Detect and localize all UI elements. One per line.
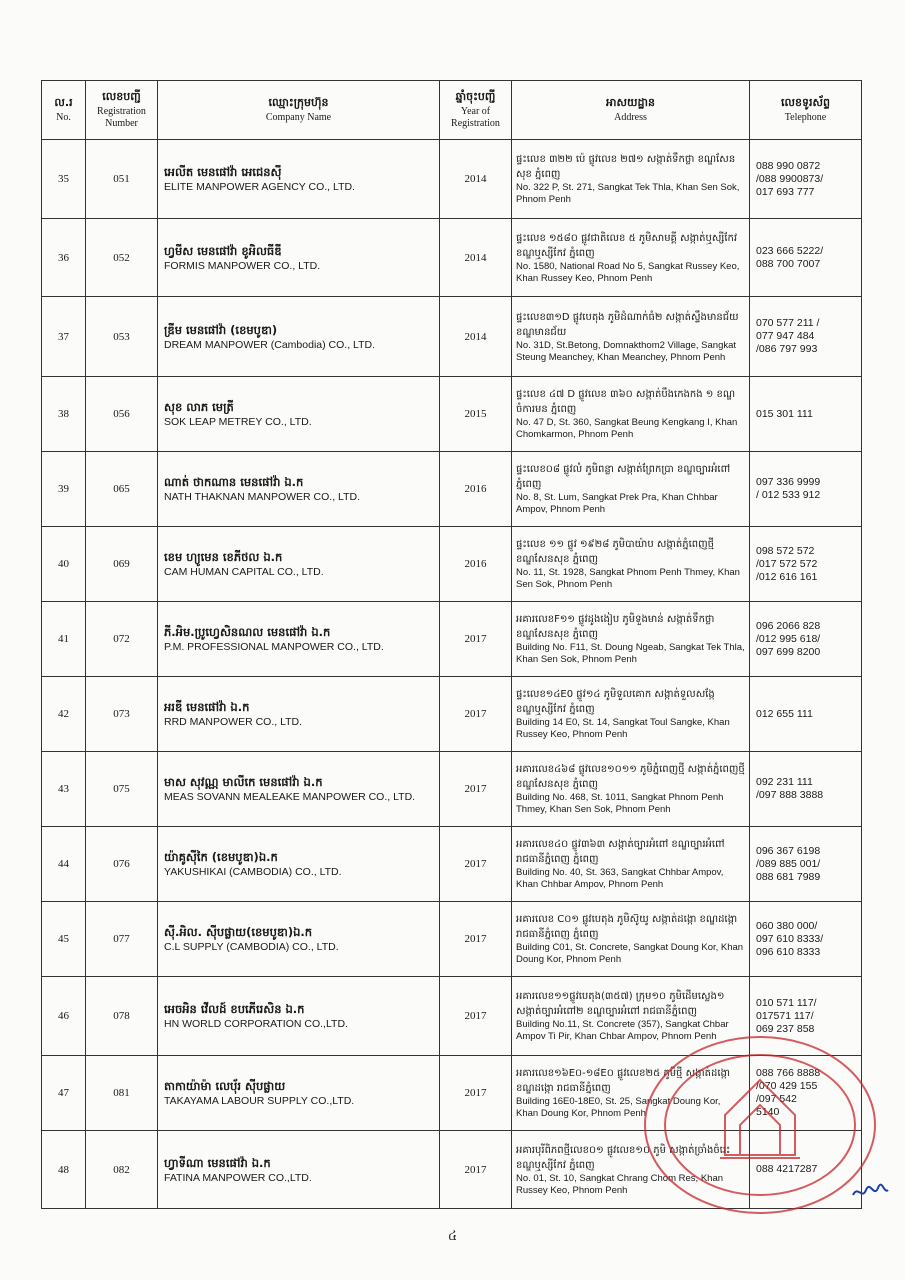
row-number: 36: [42, 219, 86, 297]
address-cell: [512, 297, 750, 377]
signature-stroke: [853, 1185, 888, 1195]
table-row: [42, 977, 862, 1056]
address-kh: ផ្ទះលេខ ១៥៨០ ផ្លូវជាតិលេខ ៥ ភូមិសាមគ្គី សង្កាត់ឬស្សីកែវ ខណ្ឌឬស្សីកែវ ភ្នំពេញ: [516, 232, 738, 259]
address-en: No. 1580, National Road No 5, Sangkat Russey Keo, Khan Russey Keo, Phnom Penh: [516, 260, 740, 284]
registration-number: 051: [86, 140, 158, 219]
address-kh: ផ្ទះលេខ០៨ ផ្លូវលំ ភូមិពន្លា សង្កាត់ព្រែកប្រា ខណ្ឌច្បារអំពៅ ភ្នំពេញ: [516, 464, 731, 490]
company-name-en: RRD MANPOWER CO., LTD.: [164, 716, 303, 728]
header-reg-en: Registration Number: [97, 106, 146, 129]
row-number: 42: [42, 677, 86, 752]
company-name-en: YAKUSHIKAI (CAMBODIA) CO., LTD.: [164, 866, 342, 878]
table-row: [42, 827, 862, 902]
company-name-kh: អេចអិន វើលដ៍ ខបភើរេសិន ឯ.ក: [164, 1002, 305, 1016]
company-name-kh: មាស សុវណ្ណ មាលីកេ មេនផៅវ៉ា ឯ.ក: [164, 775, 323, 789]
address-en: Building No. F11, St. Doung Ngeab, Sangkat Tek Thla, Khan Sen Sok, Phnom Penh: [516, 642, 745, 665]
registration-number: 077: [86, 902, 158, 977]
company-name-kh: ស៊ី.អិល. ស៊ីបផ្លាយ(ខេមបូឌា)ឯ.ក: [164, 925, 313, 939]
registration-number: 072: [86, 602, 158, 677]
telephone: 096 367 6198 /089 885 001/ 088 681 7989: [750, 827, 862, 902]
registration-year: 2014: [440, 140, 512, 219]
company-name-cell: [158, 902, 440, 977]
company-name-cell: [158, 219, 440, 297]
registration-year: 2016: [440, 527, 512, 602]
registration-year: 2017: [440, 602, 512, 677]
telephone: 098 572 572 /017 572 572 /012 616 161: [750, 527, 862, 602]
company-name-kh: សុខ លាភ មេត្រី: [164, 400, 234, 414]
address-kh: ផ្ទះលេខ១៤E0 ផ្លូវ១៤ ភូមិទួលគោក សង្កាត់ទួលសង្កែ ខណ្ឌឬស្សីកែវ ភ្នំពេញ: [516, 689, 715, 715]
table-row: [42, 602, 862, 677]
header-name-kh: ឈ្មោះក្រុមហ៊ុន: [268, 96, 329, 109]
header-year: [440, 81, 512, 140]
row-number: 38: [42, 377, 86, 452]
address-en: Building No. 468, St. 1011, Sangkat Phnom Penh Thmey, Khan Sen Sok, Phnom Penh: [516, 792, 724, 815]
header-addr-en: Address: [614, 112, 647, 123]
company-name-cell: [158, 1056, 440, 1131]
registration-year: 2017: [440, 827, 512, 902]
company-name-en: SOK LEAP METREY CO., LTD.: [164, 416, 312, 428]
company-name-cell: [158, 977, 440, 1056]
address-cell: [512, 377, 750, 452]
registration-number: 052: [86, 219, 158, 297]
telephone: 088 766 8888 /070 429 155 /097 542 5140: [750, 1056, 862, 1131]
row-number: 35: [42, 140, 86, 219]
company-name-kh: យ៉ាគូស៊ីកៃ (ខេមបូឌា)ឯ.ក: [164, 850, 278, 864]
company-name-en: NATH THAKNAN MANPOWER CO., LTD.: [164, 491, 361, 503]
company-name-en: TAKAYAMA LABOUR SUPPLY CO.,LTD.: [164, 1095, 355, 1107]
table-body: [42, 140, 862, 1209]
table-header: [42, 81, 862, 140]
address-kh: ផ្ទះលេខ៣១D ផ្លូវបេតុង ភូមិដំណាក់ធំ២ សង្កាត់ស្ទឹងមានជ័យ ខណ្ឌមានជ័យ: [516, 311, 739, 338]
table-row: [42, 219, 862, 297]
telephone: 097 336 9999 / 012 533 912: [750, 452, 862, 527]
address-kh: អគារបុរីពិភពថ្មីលេខ០១ ផ្លូវលេខ១០ ភូមិ សង្កាត់ច្រាំងចំរេះ ខណ្ឌឬស្សីកែវ ភ្នំពេញ: [516, 1144, 731, 1171]
registration-number: 081: [86, 1056, 158, 1131]
address-en: Building C01, St. Concrete, Sangkat Doung Kor, Khan Doung Kor, Phnom Penh: [516, 942, 744, 965]
address-en: No. 8, St. Lum, Sangkat Prek Pra, Khan Chhbar Ampov, Phnom Penh: [516, 492, 718, 515]
telephone: 015 301 111: [750, 377, 862, 452]
address-kh: អគារលេខ C០១ ផ្លូវបេតុង ភូមិស៊ូយូ សង្កាត់ដង្កោ ខណ្ឌដង្កោ រាជធានីភ្នំពេញ ភ្នំពេញ: [516, 914, 738, 940]
header-addr-kh: អាសយដ្ឋាន: [606, 96, 655, 109]
address-en: No. 31D, St.Betong, Domnakthom2 Village, Sangkat Steung Meanchey, Khan Meanchey, Phnom Penh: [516, 339, 737, 363]
registration-number: 056: [86, 377, 158, 452]
signature: [850, 1180, 890, 1202]
company-name-en: ELITE MANPOWER AGENCY CO., LTD.: [164, 181, 355, 193]
header-registration: [86, 81, 158, 140]
address-en: Building 14 E0, St. 14, Sangkat Toul Sangke, Khan Russey Keo, Phnom Penh: [516, 717, 730, 740]
address-en: No. 01, St. 10, Sangkat Chrang Chom Res, Khan Russey Keo, Phnom Penh: [516, 1172, 724, 1196]
table-row: [42, 752, 862, 827]
registration-year: 2017: [440, 977, 512, 1056]
telephone: 088 4217287: [750, 1131, 862, 1209]
registration-number: 082: [86, 1131, 158, 1209]
table-row: [42, 452, 862, 527]
address-cell: [512, 977, 750, 1056]
registration-year: 2016: [440, 452, 512, 527]
header-company: [158, 81, 440, 140]
address-kh: អគារលេខ៤៦៨ ផ្លូវលេខ១០១១ ភូមិភ្នំពេញថ្មី សង្កាត់ភ្នំពេញថ្មី ខណ្ឌសែនសុខ ភ្នំពេញ: [516, 764, 745, 790]
registry-table: [41, 80, 862, 1209]
table-row: [42, 1056, 862, 1131]
company-name-en: FORMIS MANPOWER CO., LTD.: [164, 259, 321, 272]
address-en: No. 322 P, St. 271, Sangkat Tek Thla, Khan Sen Sok, Phnom Penh: [516, 182, 740, 205]
company-name-cell: [158, 677, 440, 752]
header-tel-kh: លេខទូរស័ព្ទ: [781, 96, 830, 109]
address-kh: អគារលេខ៤០ ផ្លូវ៣៦៣ សង្កាត់ច្បារអំពៅ ខណ្ឌច្បារអំពៅ រាជធានីភ្នំពេញ ភ្នំពេញ: [516, 839, 725, 865]
address-cell: [512, 452, 750, 527]
company-name-kh: ខេម ហ្យូមេន ខេភីថល ឯ.ក: [164, 550, 283, 564]
telephone: 096 2066 828 /012 995 618/ 097 699 8200: [750, 602, 862, 677]
company-name-kh: ណាត់ ថាកណាន មេនផៅវ៉ា ឯ.ក: [164, 475, 304, 489]
table-row: [42, 902, 862, 977]
row-number: 40: [42, 527, 86, 602]
header-telephone: [750, 81, 862, 140]
header-year-kh: ឆ្នាំចុះបញ្ជី: [455, 90, 496, 103]
company-name-en: MEAS SOVANN MEALEAKE MANPOWER CO., LTD.: [164, 791, 416, 803]
header-tel-en: Telephone: [784, 112, 827, 123]
address-cell: [512, 219, 750, 297]
company-name-cell: [158, 140, 440, 219]
company-name-kh: ឌ្រីម មេនផៅវ៉ា (ខេមបូឌា): [164, 322, 278, 337]
address-cell: [512, 1056, 750, 1131]
company-name-kh: អេលីត មេនផៅវ៉ា អេជេនស៊ី: [164, 165, 282, 179]
registration-year: 2017: [440, 752, 512, 827]
address-en: No. 11, St. 1928, Sangkat Phnom Penh Thmey, Khan Sen Sok, Phnom Penh: [516, 567, 740, 590]
address-cell: [512, 752, 750, 827]
address-kh: អគារលេខF១១ ផ្លូវដូងងៀប ភូមិទួងមាន់ សង្កាត់ទឹកថ្លា ខណ្ឌសែនសុខ ភ្នំពេញ: [516, 614, 715, 640]
address-cell: [512, 1131, 750, 1209]
company-name-kh: ហ្វមីស មេនផៅវ៉ា ខូអិលធីឌី: [164, 243, 282, 258]
address-cell: [512, 902, 750, 977]
row-number: 47: [42, 1056, 86, 1131]
telephone: 012 655 111: [750, 677, 862, 752]
company-name-en: DREAM MANPOWER (Cambodia) CO., LTD.: [164, 338, 375, 351]
company-name-cell: [158, 1131, 440, 1209]
company-name-cell: [158, 827, 440, 902]
table-row: [42, 377, 862, 452]
registration-year: 2014: [440, 297, 512, 377]
header-name-en: Company Name: [265, 112, 332, 123]
telephone: 010 571 117/ 017571 117/ 069 237 858: [750, 977, 862, 1056]
address-cell: [512, 527, 750, 602]
row-number: 39: [42, 452, 86, 527]
address-cell: [512, 140, 750, 219]
registration-number: 053: [86, 297, 158, 377]
company-name-en: HN WORLD CORPORATION CO.,LTD.: [164, 1018, 348, 1030]
table-row: [42, 527, 862, 602]
company-name-en: FATINA MANPOWER CO.,LTD.: [164, 1171, 312, 1184]
table-row: [42, 297, 862, 377]
row-number: 43: [42, 752, 86, 827]
registration-year: 2017: [440, 902, 512, 977]
company-name-cell: [158, 752, 440, 827]
telephone: 092 231 111 /097 888 3888: [750, 752, 862, 827]
registration-number: 075: [86, 752, 158, 827]
company-name-en: CAM HUMAN CAPITAL CO., LTD.: [164, 566, 324, 578]
row-number: 44: [42, 827, 86, 902]
header-year-en: Year of Registration: [451, 106, 500, 129]
company-name-cell: [158, 377, 440, 452]
table-row: [42, 1131, 862, 1209]
company-name-kh: ភី.អិម.ប្រូហ្វេសិនណល មេនផៅវ៉ា ឯ.ក: [164, 625, 331, 639]
table-row: [42, 677, 862, 752]
row-number: 45: [42, 902, 86, 977]
registration-number: 073: [86, 677, 158, 752]
company-name-en: C.L SUPPLY (CAMBODIA) CO., LTD.: [164, 941, 339, 953]
company-name-cell: [158, 527, 440, 602]
header-no-en: No.: [56, 112, 71, 123]
header-reg-kh: លេខបញ្ជី: [102, 90, 141, 103]
header-no-kh: ល.រ: [54, 96, 73, 109]
address-kh: ផ្ទះលេខ ១១ ផ្លូវ ១៩២៨ ភូមិបាយ៉ាប សង្កាត់ភ្នំពេញថ្មី ខណ្ឌសែនសុខ ភ្នំពេញ: [516, 539, 715, 565]
registration-year: 2017: [440, 1056, 512, 1131]
address-kh: អគារលេខ១៦E០-១៨E០ ផ្លូវលេខ២៥ ភូមិថ្មី សង្កាត់ដង្កោ ខណ្ឌដង្កោ រាជធានីភ្នំពេញ: [516, 1068, 731, 1094]
page-number: ៤: [447, 1228, 458, 1243]
address-cell: [512, 677, 750, 752]
registration-number: 069: [86, 527, 158, 602]
registration-year: 2014: [440, 219, 512, 297]
company-name-cell: [158, 452, 440, 527]
telephone: 070 577 211 / 077 947 484 /086 797 993: [750, 297, 862, 377]
telephone: 060 380 000/ 097 610 8333/ 096 610 8333: [750, 902, 862, 977]
company-name-en: P.M. PROFESSIONAL MANPOWER CO., LTD.: [164, 641, 384, 653]
company-name-kh: អរឌី មេនផៅវ៉ា ឯ.ក: [164, 700, 250, 714]
address-cell: [512, 602, 750, 677]
registration-year: 2017: [440, 1131, 512, 1209]
address-en: Building No.11, St. Concrete (357), Sangkat Chbar Ampov Ti Pir, Khan Chbar Ampov, Phnom Penh: [516, 1019, 729, 1042]
address-en: Building 16E0-18E0, St. 25, Sangkat Doung Kor, Khan Doung Kor, Phnom Penh: [516, 1096, 721, 1119]
row-number: 46: [42, 977, 86, 1056]
registration-number: 065: [86, 452, 158, 527]
header-address: [512, 81, 750, 140]
header-no: [42, 81, 86, 140]
address-kh: អគារលេខ១១ផ្លូវបេតុង(៣៥៧) ក្រុម១០ ភូមិដើមស្លេង១ សង្កាត់ច្បារអំពៅ២ ខណ្ឌច្បារអំពៅ រាជធានីភ្នំពេញ: [516, 991, 725, 1017]
row-number: 37: [42, 297, 86, 377]
registration-number: 078: [86, 977, 158, 1056]
address-kh: ផ្ទះលេខ ៤៧ D ផ្លូវលេខ ៣៦០ សង្កាត់បឹងកេងកង ១ ខណ្ឌចំការមន ភ្នំពេញ: [516, 389, 736, 415]
row-number: 41: [42, 602, 86, 677]
registration-year: 2015: [440, 377, 512, 452]
address-en: Building No. 40, St. 363, Sangkat Chhbar Ampov, Khan Chhbar Ampov, Phnom Penh: [516, 867, 724, 890]
table-row: [42, 140, 862, 219]
address-en: No. 47 D, St. 360, Sangkat Beung Kengkang I, Khan Chomkarmon, Phnom Penh: [516, 417, 738, 440]
company-name-cell: [158, 602, 440, 677]
telephone: 023 666 5222/ 088 700 7007: [750, 219, 862, 297]
company-name-kh: ហ្វាទីណា មេនផៅវ៉ា ឯ.ក: [164, 1155, 271, 1170]
address-cell: [512, 827, 750, 902]
registration-number: 076: [86, 827, 158, 902]
row-number: 48: [42, 1131, 86, 1209]
company-name-cell: [158, 297, 440, 377]
registration-year: 2017: [440, 677, 512, 752]
company-name-kh: តាកាយ៉ាម៉ា លេប៉័រ ស៊ីបផ្លាយ: [164, 1079, 286, 1093]
telephone: 088 990 0872 /088 9900873/ 017 693 777: [750, 140, 862, 219]
address-kh: ផ្ទះលេខ ៣២២ ប៉េ ផ្លូវលេខ ២៧១ សង្កាត់ទឹកថ្លា ខណ្ឌសែនសុខ ភ្នំពេញ: [516, 154, 736, 180]
